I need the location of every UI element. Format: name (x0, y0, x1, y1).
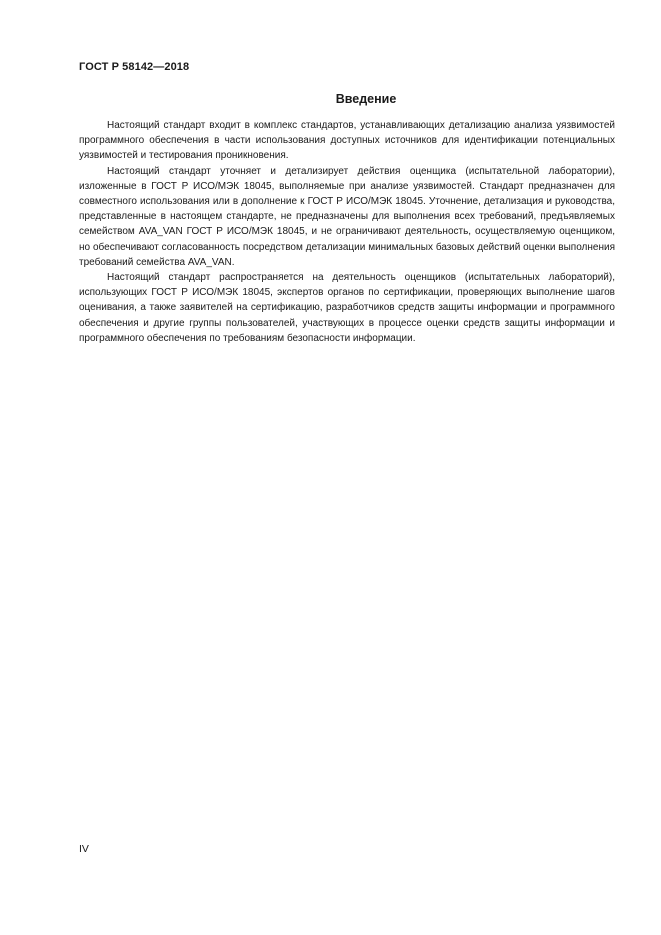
body-text (79, 118, 615, 346)
paragraph-3: Настоящий стандарт распространяется на деятельность оценщиков (испытательных лабораторий), использующих ГОСТ Р ИСО/МЭК 18045, экспертов органов по сертификации, проверяющих выполнение шагов оценивания, а также заявителей на сертификацию, разработчиков средств защиты информации и программного обеспечения и другие группы пользователей, участвующих в процессе оценки средств защиты информации и программного обеспечения по требованиям безопасности информации. (79, 272, 615, 344)
paragraph-1: Настоящий стандарт входит в комплекс стандартов, устанавливающих детализацию анализа уязвимостей программного обеспечения в части использования доступных источников для идентификации потенциальных уязвимостей и тестирования проникновения. (79, 120, 615, 162)
document-code: ГОСТ Р 58142—2018 (79, 61, 190, 73)
paragraph-2: Настоящий стандарт уточняет и детализирует действия оценщика (испытательной лаборатории), изложенные в ГОСТ Р ИСО/МЭК 18045, выполняемые при анализе уязвимостей. Стандарт предназначен для совместного использования или в дополнение к ГОСТ Р ИСО/МЭК 18045. Уточнение, детализация и руководства, представленные в настоящем стандарте, не предназначены для выполнения всех требований, предъявляемых семейством AVA_VAN ГОСТ Р ИСО/МЭК 18045, и не ограничивают деятельность, осуществляемую оценщиком, но обеспечивают согласованность посредством детализации минимальных базовых действий оценки выполнения требований семейства AVA_VAN. (79, 165, 615, 268)
page-number: IV (79, 843, 89, 855)
section-title: Введение (335, 92, 397, 106)
